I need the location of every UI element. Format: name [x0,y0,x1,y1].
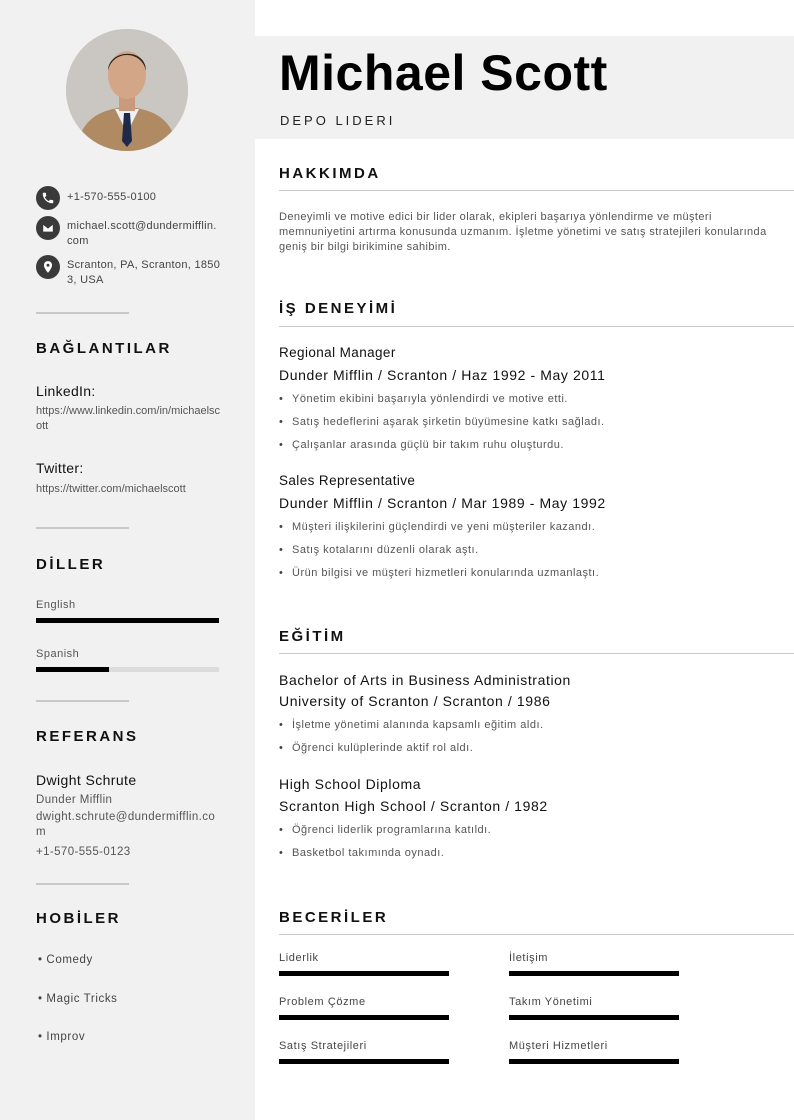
language-bar-fill [36,618,219,623]
education-detail: Scranton High School / Scranton / 1982 [279,798,548,814]
contact-email [36,216,222,249]
job-bullet: • Ürün bilgisi ve müşteri hizmetleri konularında uzmanlaştı. [279,567,599,579]
skill-name: Liderlik [279,952,319,964]
reference-phone: +1-570-555-0123 [36,846,131,858]
education-bullet: • Basketbol takımında oynadı. [279,847,444,859]
skill-bar-fill [279,1015,449,1020]
skill-name: Takım Yönetimi [509,996,593,1008]
map-pin-icon [36,255,60,279]
skill-bar-fill [509,1015,679,1020]
envelope-icon [36,216,60,240]
skills-heading: BECERİLER [279,909,389,926]
skill-bar [279,1059,449,1064]
language-bar [36,618,219,623]
skill-name: Satış Stratejileri [279,1040,367,1052]
education-bullet: • Öğrenci kulüplerinde aktif rol aldı. [279,742,473,754]
language-bar-fill [36,667,109,672]
education-bullet: • Öğrenci liderlik programlarına katıldı. [279,824,491,836]
skill-name: İletişim [509,952,549,964]
about-text: Deneyimli ve motive edici bir lider olarak, ekipleri başarıya yönlendirme ve müşteri memnuniyetini artırma konusunda uzmanım. İşletme yönetimi ve satış stratejileri konularında geniş bir bilgi birikimine sahibim. [279,211,767,253]
address-text: Scranton, PA, Scranton, 18503, USA [67,259,221,286]
skill-name: Problem Çözme [279,996,366,1008]
skill-bar [509,971,679,976]
job-role: Sales Representative [279,473,416,488]
skill-bar-fill [509,1059,679,1064]
job-detail: Dunder Mifflin / Scranton / Haz 1992 - May 2011 [279,367,606,383]
reference-email: dwight.schrute@dundermifflin.com [36,811,216,838]
education-detail: University of Scranton / Scranton / 1986 [279,693,551,709]
language-name: English [36,599,76,611]
avatar [66,29,188,151]
hobby-item: • Comedy [38,954,93,966]
sidebar-divider [36,883,129,885]
education-bullet: • İşletme yönetimi alanında kapsamlı eğitim aldı. [279,719,544,731]
sidebar-divider [36,700,129,702]
hobbies-heading: HOBİLER [36,910,121,927]
links-heading: BAĞLANTILAR [36,340,172,357]
skill-bar [279,1015,449,1020]
phone-icon [36,186,60,210]
education-degree: Bachelor of Arts in Business Administration [279,672,571,688]
contact-phone [36,186,222,210]
skill-bar-fill [279,1059,449,1064]
section-rule [279,653,794,654]
person-name: Michael Scott [279,45,608,101]
email-text: michael.scott@dundermifflin.com [67,220,217,247]
skill-name: Müşteri Hizmetleri [509,1040,608,1052]
job-bullet: • Satış hedeflerini aşarak şirketin büyümesine katkı sağladı. [279,416,605,428]
section-rule [279,190,794,191]
hobby-item: • Improv [38,1031,86,1043]
twitter-label: Twitter: [36,460,84,476]
languages-heading: DİLLER [36,556,106,573]
job-title: DEPO LIDERI [280,113,396,128]
skill-bar [509,1015,679,1020]
reference-heading: REFERANS [36,728,139,745]
language-name: Spanish [36,648,80,660]
job-role: Regional Manager [279,345,396,360]
experience-heading: İŞ DENEYİMİ [279,300,398,317]
sidebar-divider [36,527,129,529]
skill-bar [509,1059,679,1064]
job-detail: Dunder Mifflin / Scranton / Mar 1989 - May 1992 [279,495,606,511]
job-bullet: • Yönetim ekibini başarıyla yönlendirdi ve motive etti. [279,393,568,405]
education-degree: High School Diploma [279,776,422,792]
hobby-item: • Magic Tricks [38,993,118,1005]
job-bullet: • Satış kotalarını düzenli olarak aştı. [279,544,479,556]
reference-company: Dunder Mifflin [36,794,113,806]
hobby-label: Improv [46,1031,86,1043]
linkedin-label: LinkedIn: [36,383,96,399]
reference-name: Dwight Schrute [36,772,137,788]
section-rule [279,326,794,327]
section-rule [279,934,794,935]
about-heading: HAKKIMDA [279,165,381,182]
skill-bar-fill [279,971,449,976]
skill-bar [279,971,449,976]
skill-bar-fill [509,971,679,976]
job-bullet: • Müşteri ilişkilerini güçlendirdi ve yeni müşteriler kazandı. [279,521,595,533]
phone-text: +1-570-555-0100 [67,191,157,203]
hobby-label: Magic Tricks [46,993,118,1005]
sidebar-divider [36,312,129,314]
education-heading: EĞİTİM [279,628,346,645]
sidebar [0,0,255,1120]
contact-address [36,255,222,288]
language-bar [36,667,219,672]
job-bullet: • Çalışanlar arasında güçlü bir takım ruhu oluşturdu. [279,439,564,451]
hobby-label: Comedy [46,954,93,966]
profile-photo [66,29,188,151]
linkedin-link[interactable]: https://www.linkedin.com/in/michaelscott [36,405,221,432]
twitter-link[interactable]: https://twitter.com/michaelscott [36,483,186,495]
